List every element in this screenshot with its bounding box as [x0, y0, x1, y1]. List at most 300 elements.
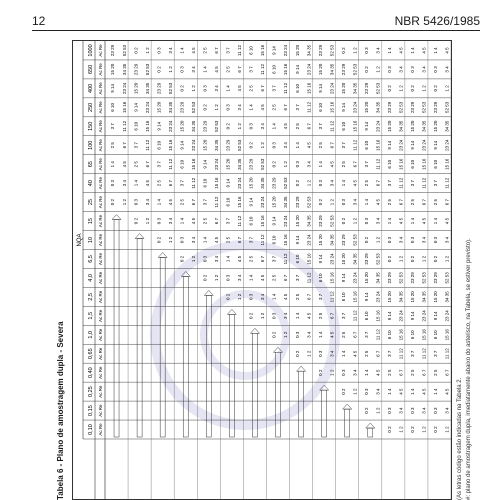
- acre-value: 6 7: [121, 142, 127, 149]
- acre-value: 3 4: [398, 407, 404, 414]
- acre-value: 1 2: [260, 142, 266, 149]
- acre-value: 23 24: [421, 139, 427, 151]
- acre-value: 6 7: [167, 180, 173, 187]
- acre-value: 52 53: [121, 44, 127, 57]
- acre-value: 0 3: [294, 161, 300, 168]
- acre-value: 15 16: [283, 63, 289, 76]
- acre-value: 15 16: [144, 120, 150, 132]
- acre-value: 0 2: [179, 85, 185, 92]
- arrow-head: [297, 366, 306, 371]
- acre-value: 1 2: [421, 255, 427, 263]
- acre-value: 9 14: [433, 140, 439, 150]
- acre-value: 6 7: [421, 198, 427, 206]
- acre-header-12: Ac Re: [98, 195, 103, 209]
- acre-value: 1 2: [167, 66, 173, 73]
- nqa-header-1: 0,15: [88, 405, 94, 416]
- acre-value: 3 4: [398, 66, 404, 73]
- nqa-label: NQA: [77, 233, 83, 247]
- acre-value: 6 10: [387, 330, 393, 340]
- acre-value: 1 4: [387, 47, 393, 54]
- acre-value: 1 2: [214, 274, 220, 282]
- nqa-header-8: 4,0: [88, 274, 94, 282]
- acre-value: 0 3: [133, 198, 139, 206]
- acre-value: 1 4: [363, 198, 369, 206]
- acre-value: 11 12: [398, 177, 404, 189]
- acre-value: 2 5: [271, 274, 277, 282]
- acre-value: 0 3: [156, 217, 162, 225]
- acre-value: 23 24: [190, 139, 196, 151]
- acre-value: 4 5: [352, 180, 358, 187]
- acre-value: 2 5: [340, 331, 346, 338]
- acre-value: 3 4: [214, 85, 220, 92]
- acre-value: 0 2: [317, 198, 323, 206]
- acre-header-0: Ac Re: [98, 423, 103, 436]
- acre-value: 1 4: [248, 104, 254, 111]
- acre-value: 6 10: [410, 330, 416, 340]
- acre-value: 23 29: [410, 272, 416, 284]
- arrow-head: [366, 423, 375, 428]
- acre-value: 3 4: [398, 236, 404, 244]
- acre-value: 0 2: [410, 426, 416, 433]
- acre-value: 23 29: [363, 253, 369, 265]
- acre-value: 23 29: [363, 82, 369, 95]
- acre-value: 0 3: [156, 47, 162, 54]
- acre-value: 9 14: [340, 273, 346, 283]
- arrow-head: [158, 252, 167, 257]
- acre-value: 3 7: [271, 85, 277, 92]
- standard-code: NBR 5426/1985: [394, 14, 480, 28]
- acre-value: 23 24: [375, 120, 381, 132]
- acre-value: 3 4: [167, 217, 173, 225]
- acre-value: 0 3: [248, 123, 254, 130]
- acre-value: 1 2: [444, 85, 450, 92]
- acre-value: 11 12: [283, 253, 289, 265]
- acre-value: 0 2: [410, 255, 416, 263]
- acre-value: 23 29: [340, 63, 346, 76]
- acre-value: 11 12: [237, 45, 243, 56]
- acre-value: 4 5: [375, 369, 381, 376]
- nqa-header-0: 0,10: [88, 424, 94, 435]
- acre-value: 1 4: [433, 47, 439, 54]
- acre-value: 34 35: [352, 82, 358, 95]
- acre-value: 9 14: [225, 178, 231, 188]
- acre-header-13: Ac Re: [98, 177, 103, 190]
- acre-value: 0 3: [271, 312, 277, 319]
- acre-value: 0 3: [387, 236, 393, 244]
- nqa-header-11: 15: [88, 217, 94, 225]
- acre-value: 1 2: [329, 198, 335, 206]
- acre-value: 2 5: [340, 161, 346, 168]
- acre-header-20: Ac Re: [98, 44, 103, 57]
- acre-value: 0 2: [133, 217, 139, 225]
- acre-value: 1 4: [225, 255, 231, 263]
- acre-header-7: Ac Re: [98, 290, 103, 303]
- acre-value: 15 16: [329, 101, 335, 113]
- acre-value: 15 16: [283, 234, 289, 246]
- nqa-header-6: 1,5: [88, 311, 94, 320]
- acre-value: 1 4: [294, 312, 300, 319]
- acre-value: 34 35: [237, 158, 243, 170]
- acre-value: 3 4: [375, 47, 381, 54]
- acre-value: 23 24: [398, 310, 404, 322]
- acre-header-6: Ac Re: [98, 309, 103, 322]
- acre-value: 4 5: [398, 217, 404, 225]
- acre-value: 0 2: [225, 123, 231, 130]
- acre-value: 52 53: [398, 272, 404, 284]
- acre-value: 23 29: [317, 44, 323, 57]
- acre-value: 34 35: [421, 291, 427, 303]
- acre-value: 15 16: [352, 291, 358, 303]
- acre-value: 3 7: [410, 180, 416, 187]
- acre-value: 34 35: [375, 272, 381, 284]
- acre-value: 23 29: [317, 215, 323, 227]
- acre-value: 4 5: [444, 47, 450, 54]
- acre-value: 23 24: [260, 196, 266, 208]
- acre-value: 23 29: [271, 177, 277, 189]
- acre-value: 0 2: [433, 85, 439, 92]
- acre-value: 6 7: [352, 161, 358, 168]
- acre-value: 15 16: [190, 158, 196, 170]
- acre-value: 2 5: [387, 198, 393, 206]
- grid-svg: [73, 41, 451, 499]
- acre-value: 1 2: [375, 407, 381, 414]
- acre-value: 0 3: [363, 47, 369, 54]
- acre-value: 11 12: [375, 158, 381, 170]
- acre-value: 23 24: [283, 44, 289, 57]
- acre-value: 11 12: [306, 101, 312, 113]
- acre-value: 1 4: [340, 180, 346, 187]
- acre-value: 52 53: [352, 234, 358, 246]
- sampling-plan-grid: [72, 40, 452, 500]
- nqa-header-5: 1,0: [88, 330, 94, 339]
- acre-header-15: Ac Re: [98, 139, 103, 152]
- acre-value: 3 4: [283, 312, 289, 319]
- acre-header-14: Ac Re: [98, 158, 103, 171]
- acre-value: 1 4: [410, 388, 416, 395]
- acre-value: 23 24: [352, 101, 358, 113]
- acre-value: 23 29: [387, 101, 393, 113]
- acre-value: 0 3: [225, 104, 231, 111]
- acre-value: 1 2: [306, 180, 312, 187]
- acre-value: 4 5: [260, 104, 266, 111]
- acre-value: 1 4: [433, 217, 439, 225]
- acre-value: 1 2: [398, 255, 404, 263]
- acre-value: 34 35: [167, 101, 173, 113]
- acre-value: 4 5: [144, 180, 150, 187]
- acre-value: 52 53: [283, 177, 289, 189]
- acre-value: 6 7: [237, 236, 243, 244]
- arrow-shaft: [252, 333, 257, 437]
- acre-value: 4 5: [375, 198, 381, 206]
- acre-value: 1 2: [306, 350, 312, 357]
- arrow-shaft: [160, 257, 165, 437]
- acre-value: 15 16: [306, 82, 312, 95]
- acre-value: 23 29: [340, 234, 346, 246]
- arrow-shaft: [322, 390, 327, 437]
- acre-value: 23 24: [306, 63, 312, 76]
- acre-value: 15 16: [352, 120, 358, 132]
- nqa-header-14: 65: [88, 161, 94, 168]
- arrow-head: [181, 271, 190, 276]
- acre-value: 3 7: [294, 274, 300, 282]
- acre-value: 1 4: [433, 388, 439, 395]
- acre-value: 11 12: [375, 329, 381, 341]
- acre-value: 1 2: [144, 217, 150, 225]
- acre-value: 23 29: [248, 158, 254, 170]
- nqa-header-9: 6,5: [88, 255, 94, 263]
- acre-value: 6 10: [133, 121, 139, 131]
- acre-value: 0 3: [271, 142, 277, 149]
- acre-value: 23 29: [133, 63, 139, 76]
- acre-value: 23 24: [329, 82, 335, 95]
- acre-value: 15 20: [363, 272, 369, 284]
- acre-value: 23 29: [225, 139, 231, 151]
- acre-value: 15 16: [444, 158, 450, 170]
- acre-value: 34 35: [421, 120, 427, 132]
- acre-value: 1 4: [248, 274, 254, 282]
- acre-value: 15 20: [179, 120, 185, 132]
- acre-value: 6 10: [340, 121, 346, 131]
- acre-value: 6 7: [444, 198, 450, 206]
- acre-value: 3 4: [444, 236, 450, 244]
- acre-value: 2 5: [294, 123, 300, 130]
- acre-value: 52 53: [260, 158, 266, 170]
- acre-value: 15 20: [410, 120, 416, 132]
- acre-value: 4 5: [260, 274, 266, 282]
- header-rule: [32, 30, 480, 31]
- acre-value: 15 16: [167, 139, 173, 151]
- arrow-shaft: [229, 314, 234, 437]
- acre-value: 52 53: [398, 101, 404, 113]
- acre-value: 52 53: [306, 196, 312, 208]
- acre-value: 15 20: [433, 120, 439, 132]
- acre-value: 3 4: [444, 407, 450, 414]
- acre-value: 6 7: [375, 180, 381, 187]
- acre-value: 1 2: [237, 293, 243, 300]
- arrow-head: [343, 404, 352, 409]
- acre-value: 2 5: [294, 293, 300, 300]
- acre-value: 0 2: [110, 198, 116, 206]
- acre-value: 3 4: [144, 198, 150, 206]
- nqa-header-7: 2,5: [88, 293, 94, 301]
- acre-value: 1 2: [237, 123, 243, 130]
- acre-value: 4 5: [121, 161, 127, 168]
- acre-value: 34 35: [352, 253, 358, 265]
- acre-value: 11 12: [283, 82, 289, 94]
- acre-value: 6 10: [317, 273, 323, 283]
- acre-value: 9 14: [294, 65, 300, 74]
- acre-value: 3 4: [260, 293, 266, 300]
- acre-value: 2 5: [156, 180, 162, 187]
- acre-value: 1 2: [421, 85, 427, 92]
- acre-value: 3 4: [260, 123, 266, 130]
- arrow-shaft: [276, 352, 281, 437]
- arrow-shaft: [368, 428, 373, 437]
- acre-value: 3 7: [294, 104, 300, 111]
- acre-value: 2 5: [363, 180, 369, 187]
- acre-value: 1 2: [375, 66, 381, 73]
- acre-value: 0 2: [294, 350, 300, 357]
- acre-value: 6 7: [329, 312, 335, 319]
- arrow-shaft: [206, 295, 211, 437]
- acre-value: 6 10: [110, 102, 116, 112]
- arrow-head: [320, 385, 329, 390]
- acre-value: 3 7: [410, 350, 416, 357]
- acre-value: 15 16: [421, 329, 427, 341]
- acre-value: 6 10: [156, 140, 162, 150]
- acre-value: 6 7: [260, 255, 266, 263]
- acre-value: 1 4: [387, 217, 393, 225]
- acre-value: 2 5: [133, 161, 139, 168]
- acre-value: 4 5: [306, 142, 312, 149]
- acre-value: 6 10: [179, 159, 185, 169]
- acre-value: 9 14: [387, 140, 393, 150]
- nqa-header-17: 250: [88, 102, 94, 112]
- acre-value: 2 5: [433, 198, 439, 206]
- acre-value: 4 5: [190, 217, 196, 225]
- acre-value: 2 5: [248, 255, 254, 263]
- acre-value: 6 7: [237, 66, 243, 73]
- acre-value: 1 4: [410, 217, 416, 225]
- acre-value: 23 24: [214, 158, 220, 170]
- acre-value: 1 2: [352, 388, 358, 395]
- acre-value: 3 4: [283, 142, 289, 149]
- acre-value: 1 4: [156, 198, 162, 206]
- acre-value: 4 5: [398, 47, 404, 54]
- acre-value: 6 10: [248, 216, 254, 226]
- acre-value: 23 29: [387, 272, 393, 284]
- acre-value: 9 14: [317, 83, 323, 93]
- acre-value: 11 12: [237, 215, 243, 227]
- acre-value: 52 53: [444, 272, 450, 284]
- acre-value: 9 14: [156, 121, 162, 131]
- acre-value: 2 5: [225, 66, 231, 73]
- acre-value: 34 35: [375, 101, 381, 113]
- acre-value: 15 20: [410, 291, 416, 303]
- acre-value: 15 16: [214, 177, 220, 189]
- acre-value: 15 20: [363, 101, 369, 113]
- acre-value: 4 5: [421, 47, 427, 54]
- acre-value: 0 2: [156, 66, 162, 73]
- acre-value: 15 20: [110, 63, 116, 76]
- acre-value: 0 2: [433, 255, 439, 263]
- acre-value: 9 14: [387, 311, 393, 321]
- acre-value: 6 10: [410, 159, 416, 169]
- nqa-header-18: 400: [88, 83, 94, 93]
- acre-value: 6 10: [225, 197, 231, 207]
- acre-value: 34 35: [398, 291, 404, 303]
- acre-value: 6 7: [398, 198, 404, 206]
- acre-value: 3 7: [363, 331, 369, 338]
- acre-value: 0 3: [363, 217, 369, 225]
- acre-value: 0 2: [340, 47, 346, 54]
- acre-value: 15 20: [248, 177, 254, 189]
- acre-value: 15 20: [271, 196, 277, 208]
- acre-value: 1 2: [329, 369, 335, 376]
- acre-value: 0 2: [340, 388, 346, 395]
- nqa-header-10: 10: [88, 236, 94, 244]
- acre-value: 1 2: [144, 47, 150, 54]
- acre-value: 2 5: [179, 198, 185, 206]
- acre-value: 9 14: [340, 102, 346, 112]
- acre-value: 6 10: [363, 140, 369, 150]
- acre-value: 11 12: [329, 291, 335, 303]
- acre-value: 6 7: [214, 217, 220, 225]
- acre-value: 34 35: [444, 291, 450, 303]
- acre-value: 0 2: [271, 161, 277, 168]
- acre-value: 9 14: [179, 140, 185, 150]
- acre-value: 0 3: [317, 180, 323, 187]
- acre-value: 0 2: [248, 142, 254, 149]
- acre-value: 1 2: [283, 161, 289, 168]
- acre-value: 52 53: [421, 272, 427, 284]
- nqa-header-2: 0,25: [88, 386, 94, 397]
- acre-value: 6 10: [294, 83, 300, 93]
- acre-value: 0 2: [387, 255, 393, 263]
- acre-header-17: Ac Re: [98, 101, 103, 114]
- acre-value: 9 14: [317, 254, 323, 264]
- acre-value: 1 2: [421, 426, 427, 433]
- acre-value: 0 2: [363, 236, 369, 244]
- acre-value: 52 53: [167, 82, 173, 95]
- acre-value: 15 20: [294, 44, 300, 57]
- acre-header-18: Ac Re: [98, 82, 103, 95]
- arrow-head: [227, 309, 236, 314]
- acre-value: 2 5: [248, 85, 254, 92]
- acre-value: 4 5: [167, 198, 173, 206]
- acre-value: 4 5: [398, 388, 404, 395]
- acre-value: 23 24: [144, 101, 150, 113]
- acre-value: 23 29: [410, 101, 416, 113]
- acre-value: 23 29: [202, 120, 208, 132]
- acre-value: 0 3: [433, 236, 439, 244]
- acre-value: 23 29: [433, 101, 439, 113]
- acre-value: 9 14: [363, 121, 369, 131]
- acre-value: 6 7: [444, 369, 450, 376]
- acre-value: 52 53: [329, 215, 335, 227]
- acre-value: 15 16: [306, 253, 312, 265]
- acre-value: 0 3: [340, 198, 346, 206]
- acre-value: 9 14: [410, 311, 416, 321]
- acre-value: 3 4: [421, 66, 427, 73]
- rotated-table-region: [54, 40, 494, 500]
- acre-value: 0 3: [317, 350, 323, 357]
- acre-value: 1 2: [214, 104, 220, 111]
- acre-value: 6 7: [352, 331, 358, 338]
- acre-value: 6 10: [202, 178, 208, 188]
- acre-value: 11 12: [352, 310, 358, 322]
- acre-value: 2 5: [271, 104, 277, 111]
- acre-value: 6 10: [248, 46, 254, 55]
- acre-value: 11 12: [421, 177, 427, 189]
- acre-value: 9 14: [433, 311, 439, 321]
- acre-value: 0 3: [433, 407, 439, 414]
- acre-value: 23 29: [156, 82, 162, 95]
- acre-value: 4 5: [444, 217, 450, 225]
- acre-value: 23 24: [398, 139, 404, 151]
- acre-value: 0 2: [340, 217, 346, 225]
- acre-value: 0 3: [387, 407, 393, 414]
- acre-value: 9 14: [271, 216, 277, 226]
- acre-value: 6 7: [214, 47, 220, 54]
- acre-value: 1 4: [179, 217, 185, 225]
- acre-value: 6 7: [306, 123, 312, 130]
- acre-value: 1 4: [317, 161, 323, 168]
- acre-value: 0 2: [133, 47, 139, 54]
- acre-value: 3 4: [306, 331, 312, 338]
- acre-value: 0 2: [317, 369, 323, 376]
- acre-value: 52 53: [144, 63, 150, 76]
